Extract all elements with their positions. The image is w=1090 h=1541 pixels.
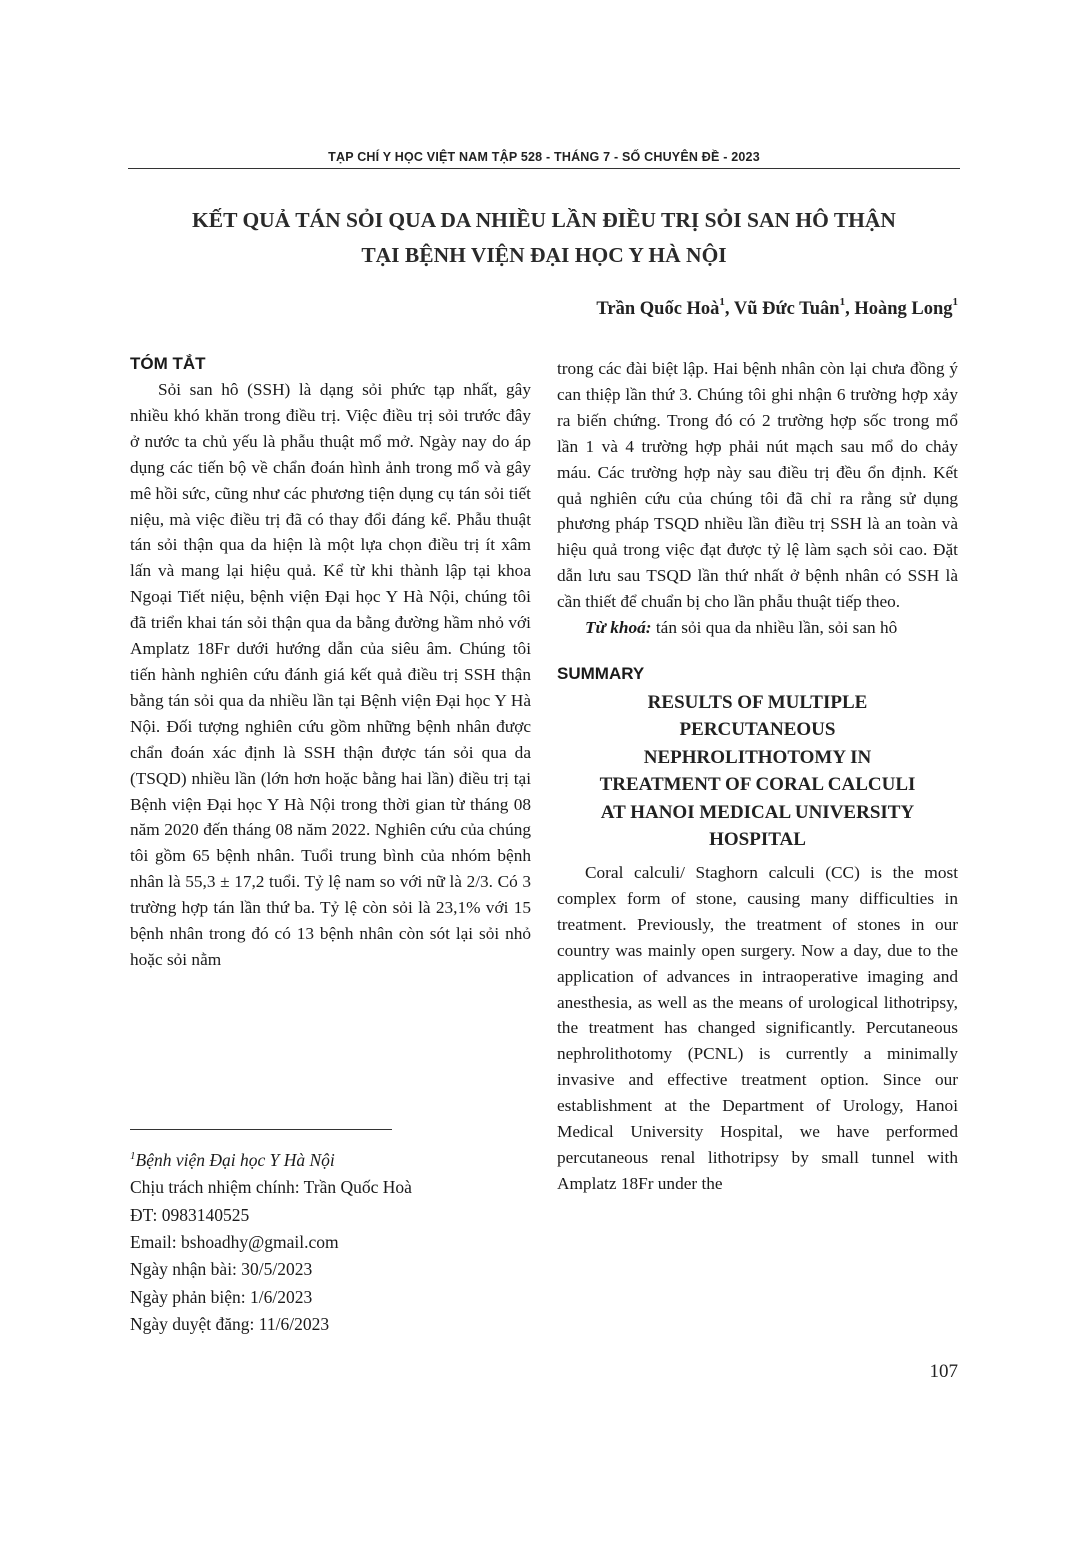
summary-body: Coral calculi/ Staghorn calculi (CC) is the most complex form of stone, causing many difficulties in treatment. Previously, the treatment of stones in our country was mainly open surgery. Now a day, due to the application of advances in intraoperative imaging and anesthesia, as well as the means of urological lithotripsy, the treatment has changed significantly. Percutaneous nephrolithotomy (PCNL) is currently a minimally invasive and effective treatment option. Since our establishment at the Department of Urology, Hanoi Medical University Hospital, we have performed percutaneous renal lithotripsy by small tunnel with Amplatz 18Fr under the	[557, 862, 958, 1193]
author-affiliation-mark: 1	[952, 296, 958, 308]
author-affiliation-mark: 1	[719, 296, 725, 308]
author-name: Vũ Đức Tuân	[733, 299, 840, 320]
date-reviewed: Ngày phản biện: 1/6/2023	[130, 1286, 313, 1307]
footnote-divider	[130, 1129, 392, 1130]
date-accepted: Ngày duyệt đăng: 11/6/2023	[130, 1314, 330, 1335]
author-name: Trần Quốc Hoà	[596, 299, 720, 320]
author-list	[596, 298, 958, 320]
abstract-heading: TÓM TẮT	[130, 354, 206, 373]
right-column	[557, 356, 958, 1197]
abstract-body-part-2: trong các đài biệt lập. Hai bệnh nhân còn lại chưa đồng ý can thiệp lần thứ 3. Chúng tôi ghi nhận 6 trường hợp xảy ra biến chứng. Trong đó có 2 trường hợp sốc trong mổ lần 1 và 4 trường hợp phải nút mạch sau mổ do chảy máu. Các trường hợp này sau điều trị đều ổn định. Kết quả nghiên cứu của chúng tôi đã chỉ ra rằng sử dụng phương pháp TSQD nhiều lần điều trị SSH là an toàn và hiệu quả trong việc đạt được tỷ lệ làm sạch sỏi cao. Đặt dẫn lưu sau TSQD lần thứ nhất ở bệnh nhân có SSH là cần thiết để chuẩn bị cho lần phẫu thuật tiếp theo.	[557, 359, 958, 612]
keywords-label: Từ khoá:	[585, 618, 652, 638]
title-line-1: KẾT QUẢ TÁN SỎI QUA DA NHIỀU LẦN ĐIỀU TRỊ SỎI SAN HÔ THẬN	[192, 208, 896, 232]
footnotes	[130, 1143, 530, 1339]
abstract-body-part-1: Sỏi san hô (SSH) là dạng sỏi phức tạp nhất, gây nhiều khó khăn trong điều trị. Việc điều trị sỏi trước đây ở nước ta chủ yếu là phẫu thuật mổ mở. Ngày nay do áp dụng các tiến bộ về chẩn đoán hình ảnh trong mổ và gây mê hồi sức, cũng như các phương tiện dụng cụ tán sỏi tiết niệu, mà việc điều trị đã có thay đổi đáng kể. Phẫu thuật tán sỏi thận qua da hiện là một lựa chọn điều trị ít xâm lấn và mang lại hiệu quả. Kể từ khi thành lập tại khoa Ngoại Tiết niệu, bệnh viện Đại học Y Hà Nội, chúng tôi đã triển khai tán sỏi thận qua da bằng đường hầm nhỏ với Amplatz 18Fr dưới hướng dẫn của siêu âm. Chúng tôi tiến hành nghiên cứu đánh giá kết quả điều trị SSH thận bằng tán sỏi qua da nhiều lần tại Bệnh viện Đại học Y Hà Nội. Đối tượng nghiên cứu gồm những bệnh nhân được chẩn đoán xác định là SSH thận được tán sỏi qua da (TSQD) nhiều lần (lớn hơn hoặc bằng hai lần) điều trị tại Bệnh viện Đại học Y Hà Nội trong thời gian từ tháng 08 năm 2020 đến tháng 08 năm 2022. Nghiên cứu của chúng tôi gồm 65 bệnh nhân. Tuổi trung bình của nhóm bệnh nhân là 55,3 ± 17,2 tuổi. Tỷ lệ nam so với nữ là 2/3. Có 3 trường hợp tán lần thứ ba. Tỷ lệ còn sỏi là 23,1% với 15 bệnh nhân trong đó có 13 bệnh nhân còn sót lại sỏi nhỏ hoặc sỏi nằm	[130, 380, 531, 969]
responsible-author: Chịu trách nhiệm chính: Trần Quốc Hoà	[130, 1177, 412, 1198]
summary-title-line: PERCUTANEOUS	[679, 719, 836, 741]
author-name: Hoàng Long	[854, 299, 953, 320]
summary-title-line: RESULTS OF MULTIPLE	[647, 691, 868, 713]
summary-heading: SUMMARY	[557, 663, 645, 683]
title-line-2: TẠI BỆNH VIỆN ĐẠI HỌC Y HÀ NỘI	[361, 243, 727, 267]
summary-title-line: NEPHROLITHOTOMY IN	[643, 746, 872, 768]
author-separator: ,	[724, 299, 734, 320]
summary-title-line: HOSPITAL	[709, 829, 806, 851]
keywords	[557, 615, 958, 641]
summary-title-line: TREATMENT OF CORAL CALCULI	[599, 774, 916, 796]
keywords-text: tán sỏi qua da nhiều lần, sỏi san hô	[651, 618, 898, 638]
summary-title-line: AT HANOI MEDICAL UNIVERSITY	[600, 801, 915, 823]
article-title	[128, 203, 960, 273]
journal-header: TẠP CHÍ Y HỌC VIỆT NAM TẬP 528 - THÁNG 7 - SỐ CHUYÊN ĐỀ - 2023	[328, 150, 760, 164]
summary-title	[557, 689, 958, 854]
header-divider	[128, 168, 960, 169]
page-number: 107	[929, 1361, 958, 1382]
contact-phone: ĐT: 0983140525	[130, 1204, 250, 1225]
contact-email: Email: bshoadhy@gmail.com	[130, 1232, 339, 1253]
author-affiliation-mark: 1	[839, 296, 846, 308]
author-separator: ,	[845, 299, 855, 320]
affiliation-note	[130, 1143, 530, 1174]
date-received: Ngày nhận bài: 30/5/2023	[130, 1259, 313, 1280]
left-column	[130, 351, 531, 973]
affiliation-mark: 1	[130, 1150, 136, 1162]
affiliation-text: Bệnh viện Đại học Y Hà Nội	[135, 1149, 335, 1170]
